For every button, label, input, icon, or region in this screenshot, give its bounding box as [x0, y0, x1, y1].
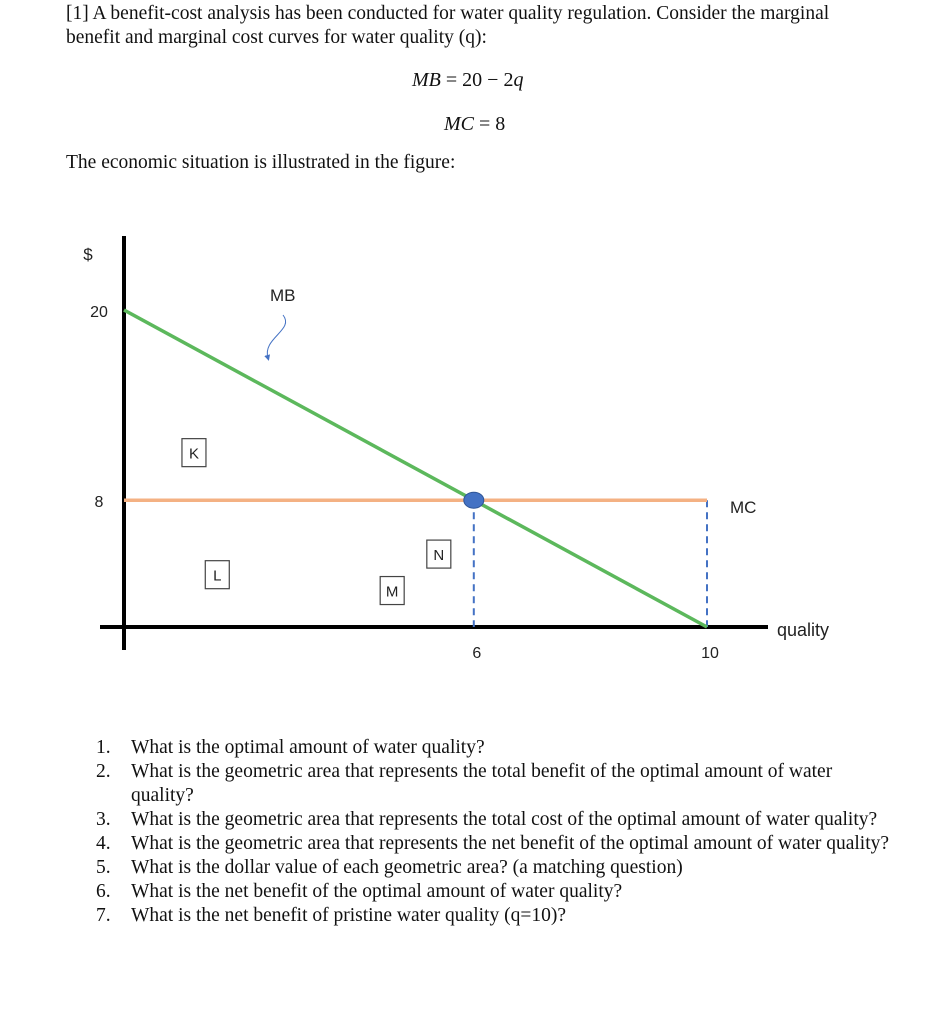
mb-pointer-arrow [267, 315, 285, 358]
x-tick-label: 10 [701, 645, 719, 662]
x-tick-label: 6 [472, 645, 482, 662]
question-text: What is the optimal amount of water quality? [131, 737, 485, 758]
mc-curve-label: MC [730, 498, 757, 517]
y-tick-label: 8 [94, 494, 104, 512]
question-text: What is the geometric area that represents the total benefit of the optimal amount of water quality? [131, 761, 833, 806]
region-label: K [188, 445, 199, 463]
region-label: N [433, 547, 445, 565]
question-number: 1. [96, 737, 111, 758]
y-tick-label: 20 [90, 304, 108, 321]
question-number: 3. [96, 809, 111, 830]
question-text: What is the geometric area that represents the net benefit of the optimal amount of water quality? [131, 833, 890, 854]
question-item [96, 808, 896, 832]
x-axis-label: quality [777, 620, 830, 640]
question-item [96, 832, 896, 856]
question-item [96, 880, 896, 904]
question-text: What is the dollar value of each geometric area? (a matching question) [131, 857, 683, 878]
question-number: 2. [96, 761, 111, 782]
region-label: M [385, 583, 399, 601]
equilibrium-point [464, 492, 484, 508]
question-list [96, 736, 896, 928]
figure-caption: The economic situation is illustrated in the figure: [66, 152, 456, 173]
equation-marginal-benefit: MB = 20 − 2q [412, 69, 524, 91]
question-text: What is the geometric area that represents the total cost of the optimal amount of water quality? [131, 809, 878, 830]
y-axis-label: $ [83, 245, 93, 264]
question-number: 5. [96, 857, 111, 878]
question-item [96, 904, 896, 928]
equation-marginal-cost: MC = 8 [444, 113, 506, 135]
question-number: 4. [96, 833, 111, 854]
problem-intro: [1] A benefit-cost analysis has been conducted for water quality regulation. Consider the marginal benefit and marginal cost curves for water quality (q): [66, 3, 830, 48]
question-text: What is the net benefit of the optimal amount of water quality? [131, 881, 623, 902]
question-number: 7. [96, 905, 111, 926]
region-label: L [213, 567, 222, 585]
question-item [96, 760, 896, 808]
economics-figure [0, 220, 941, 690]
mb-curve-label: MB [270, 286, 296, 305]
question-item [96, 856, 896, 880]
question-text: What is the net benefit of pristine water quality (q=10)? [131, 905, 566, 926]
question-number: 6. [96, 881, 111, 902]
question-item [96, 736, 896, 760]
